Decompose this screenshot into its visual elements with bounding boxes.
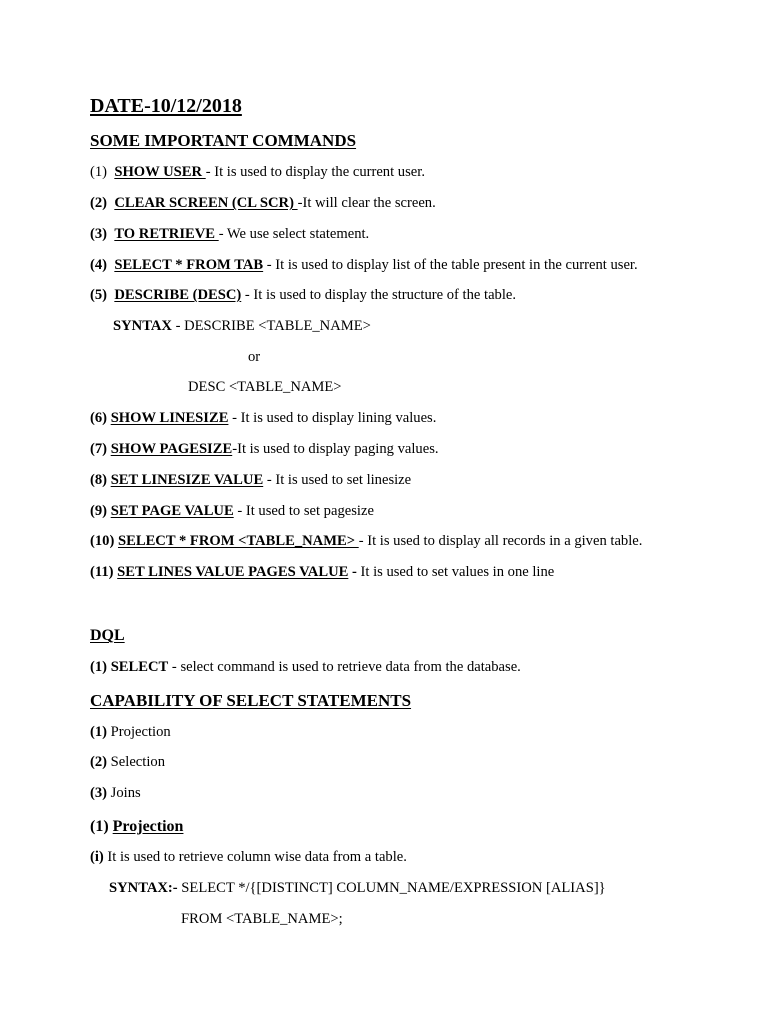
syntax-line bbox=[113, 317, 371, 335]
capability-item-3 bbox=[90, 784, 141, 802]
command-description: It is used to set values in one line bbox=[356, 564, 555, 580]
projection-point-text: It is used to retrieve column wise data from a table. bbox=[103, 849, 407, 865]
section-heading-capability: CAPABILITY OF SELECT STATEMENTS bbox=[90, 691, 412, 710]
command-item-11 bbox=[90, 563, 554, 581]
command-name: SET LINESIZE VALUE bbox=[110, 472, 264, 488]
command-description: - We use select statement. bbox=[218, 226, 370, 242]
command-name: SELECT * FROM TAB bbox=[114, 257, 264, 273]
command-description: - It is used to display the current user. bbox=[205, 164, 425, 180]
item-number: (7) bbox=[90, 441, 108, 457]
syntax-label: SYNTAX:- bbox=[109, 880, 178, 896]
command-item-1 bbox=[90, 163, 425, 181]
dql-item-1 bbox=[90, 658, 521, 676]
command-description: - It is used to set linesize bbox=[263, 472, 412, 488]
capability-text: Projection bbox=[107, 724, 171, 740]
projection-syntax-line bbox=[109, 879, 606, 897]
command-description: - It is used to display all records in a given table. bbox=[358, 533, 643, 549]
item-number: (11) bbox=[90, 564, 114, 580]
syntax-text: SELECT */{[DISTINCT] COLUMN_NAME/EXPRESSION [ALIAS]} bbox=[177, 880, 606, 896]
command-description: - It is used to display list of the table present in the current user. bbox=[263, 257, 638, 273]
item-number: (2) bbox=[90, 195, 108, 211]
item-number: (3) bbox=[90, 226, 108, 242]
command-item-4 bbox=[90, 256, 638, 274]
command-item-5 bbox=[90, 286, 516, 304]
command-description: - select command is used to retrieve data from the database. bbox=[168, 659, 521, 675]
projection-point-1 bbox=[90, 848, 407, 866]
command-description: - It is used to display the structure of the table. bbox=[241, 287, 517, 303]
section-heading-dql: DQL bbox=[90, 627, 125, 644]
item-number: (4) bbox=[90, 257, 108, 273]
capability-item-1 bbox=[90, 723, 171, 741]
projection-heading-line bbox=[90, 817, 183, 837]
command-name: SHOW PAGESIZE bbox=[110, 441, 233, 457]
item-number: (6) bbox=[90, 410, 108, 426]
section-heading-important-commands: SOME IMPORTANT COMMANDS bbox=[90, 131, 357, 150]
projection-from-line: FROM <TABLE_NAME>; bbox=[181, 911, 343, 927]
command-item-2 bbox=[90, 194, 436, 212]
command-name: DESCRIBE (DESC) bbox=[114, 287, 242, 303]
command-item-3 bbox=[90, 225, 369, 243]
command-name: SET PAGE VALUE bbox=[110, 503, 234, 519]
syntax-text: - DESCRIBE <TABLE_NAME> bbox=[171, 318, 371, 334]
item-number: (5) bbox=[90, 287, 108, 303]
projection-heading: Projection bbox=[112, 818, 184, 835]
desc-syntax-alt: DESC <TABLE_NAME> bbox=[188, 379, 342, 395]
item-number: (9) bbox=[90, 503, 108, 519]
item-number: (i) bbox=[90, 849, 104, 865]
date-heading: DATE-10/12/2018 bbox=[90, 95, 242, 117]
command-description: - It used to set pagesize bbox=[233, 503, 374, 519]
command-name: TO RETRIEVE bbox=[114, 226, 219, 242]
capability-item-2 bbox=[90, 753, 165, 771]
item-number: (2) bbox=[90, 754, 108, 770]
command-name: SET LINES VALUE PAGES VALUE bbox=[117, 564, 349, 580]
command-item-10 bbox=[90, 532, 642, 550]
capability-text: Joins bbox=[107, 785, 141, 801]
command-dash: - bbox=[348, 564, 357, 580]
projection-number: (1) bbox=[90, 818, 113, 835]
item-number: (3) bbox=[90, 785, 108, 801]
command-description: -It is used to display paging values. bbox=[232, 441, 439, 457]
command-name: SHOW LINESIZE bbox=[110, 410, 229, 426]
command-name: SELECT * FROM <TABLE_NAME> bbox=[117, 533, 359, 549]
syntax-label: SYNTAX bbox=[113, 318, 172, 334]
item-number: (1) bbox=[90, 164, 108, 180]
command-item-6 bbox=[90, 409, 436, 427]
command-description: -It will clear the screen. bbox=[297, 195, 436, 211]
command-item-8 bbox=[90, 471, 411, 489]
command-item-7 bbox=[90, 440, 439, 458]
item-number: (1) bbox=[90, 724, 108, 740]
item-number: (1) bbox=[90, 659, 108, 675]
command-name: SELECT bbox=[110, 659, 169, 675]
capability-text: Selection bbox=[107, 754, 165, 770]
command-name: CLEAR SCREEN (CL SCR) bbox=[114, 195, 298, 211]
command-item-9 bbox=[90, 502, 374, 520]
command-description: - It is used to display lining values. bbox=[228, 410, 437, 426]
or-text: or bbox=[248, 349, 261, 365]
item-number: (10) bbox=[90, 533, 115, 549]
command-name: SHOW USER bbox=[114, 164, 206, 180]
item-number: (8) bbox=[90, 472, 108, 488]
